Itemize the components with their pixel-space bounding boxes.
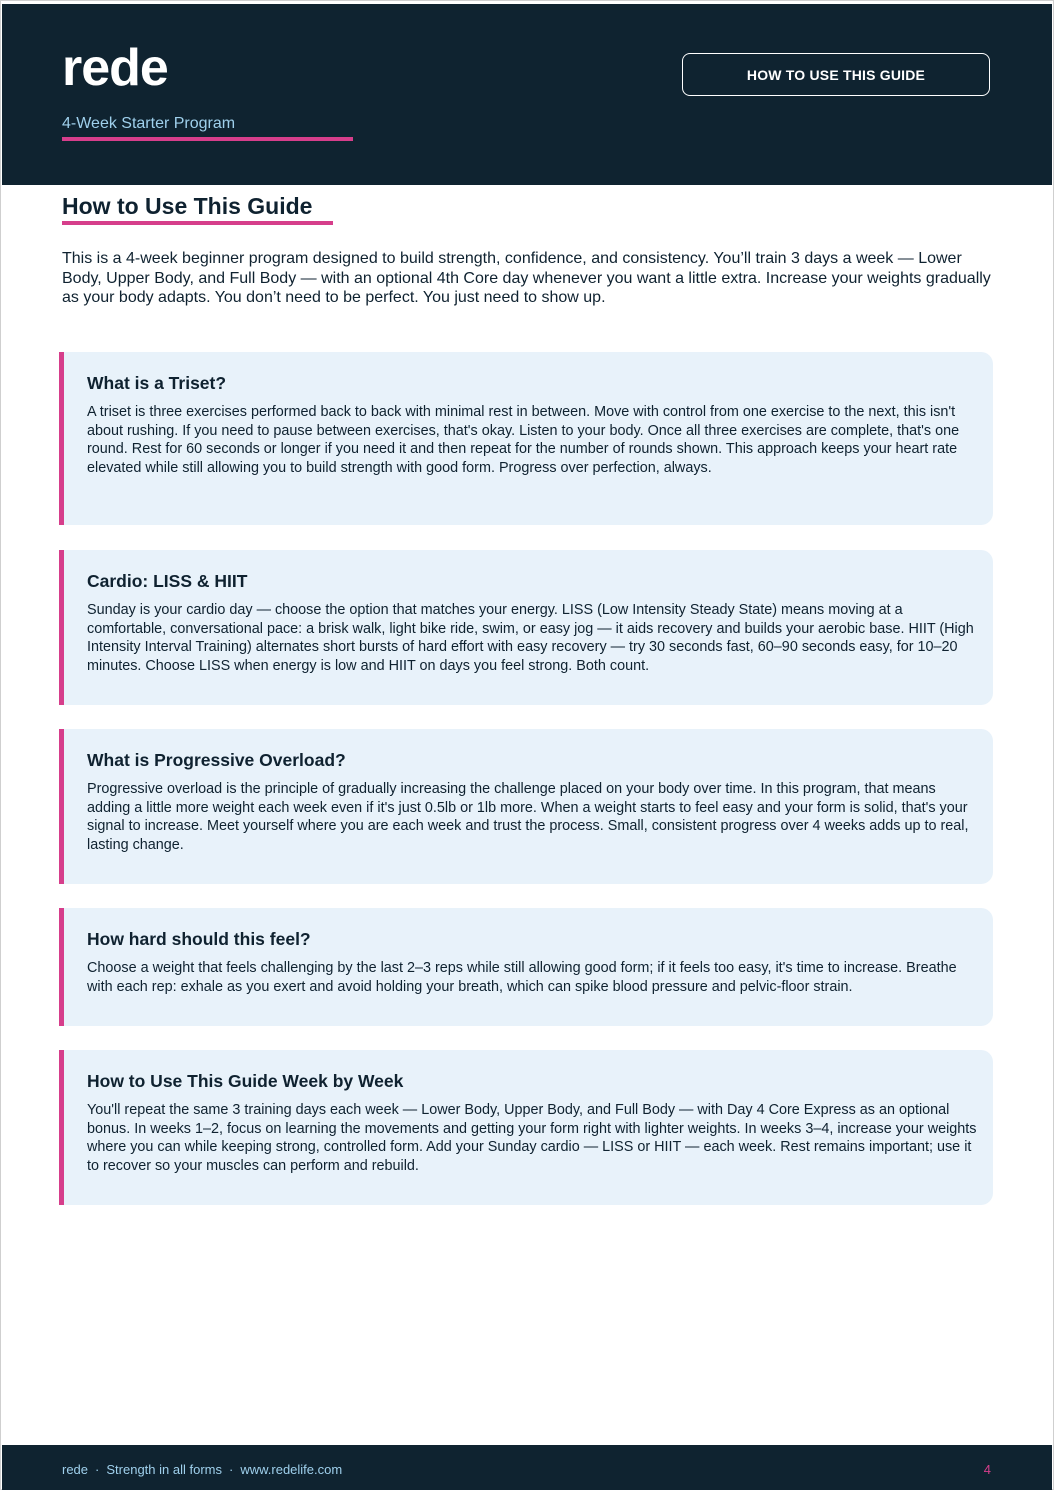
card-body: A triset is three exercises performed back to back with minimal rest in between. Move with control from one exercise to the next, this isn't about rushing. If you need to pause between exercises, that's okay. Listen to your body. Once all three exercises are complete, that's one round. Rest for 60 seconds or longer if you need it and then repeat for the number of rounds shown. This approach keeps your heart rate elevated while still allowing you to build strength with good form. Progress over perfection, always. [87, 404, 960, 477]
how-to-use-guide-button[interactable]: HOW TO USE THIS GUIDE [682, 53, 990, 96]
program-subtitle: 4-Week Starter Program [62, 115, 236, 132]
card-cardio [59, 550, 993, 705]
card-title: How hard should this feel? [87, 929, 311, 949]
footer-separator: · [228, 1462, 234, 1477]
card-accent-bar [59, 352, 64, 525]
page-title: How to Use This Guide [62, 193, 313, 219]
title-underline [62, 221, 333, 225]
card-body: Choose a weight that feels challenging by the last 2–3 reps while still allowing good form; if it feels too easy, it's time to increase. Breathe with each rep: exhale as you exert and avoid holding your breath, which can spike blood pressure and pelvic-floor strain. [87, 960, 957, 995]
card-triset [59, 352, 993, 525]
footer-website-link[interactable]: www.redelife.com [240, 1462, 343, 1477]
card-accent-bar [59, 729, 64, 884]
card-accent-bar [59, 550, 64, 705]
card-body: Sunday is your cardio day — choose the option that matches your energy. LISS (Low Intensity Steady State) means moving at a comfortable, conversational pace: a brisk walk, light bike ride, swim, or easy jog — it aids recovery and builds your aerobic base. HIIT (High Intensity Interval Training) alternates short bursts of hard effort with easy recovery — try 30 seconds fast, 60–90 seconds easy, for 10–20 minutes. Choose LISS when energy is low and HIIT on days you feel strong. Both count. [87, 602, 974, 675]
footer-separator: · [95, 1462, 100, 1477]
card-week-by-week [59, 1050, 993, 1205]
card-body: Progressive overload is the principle of gradually increasing the challenge placed on your body over time. In this program, that means adding a little more weight each week even if it's just 0.5lb or 1lb more. When a weight starts to feel easy and your form is solid, that's your signal to increase. Meet yourself where you are each week and trust the process. Small, consistent progress over 4 weeks adds up to real, lasting change. [87, 781, 969, 854]
card-accent-bar [59, 908, 64, 1026]
intro-paragraph: This is a 4-week beginner program designed to build strength, confidence, and consistency. You’ll train 3 days a week — Lower Body, Upper Body, and Full Body — with an optional 4th Core day whenever you want a little extra. Increase your weights gradually as your body adapts. You don’t need to be perfect. You just need to show up. [62, 250, 991, 306]
footer-brand: rede [62, 1462, 89, 1477]
page-footer [2, 1445, 1052, 1490]
card-effort-level [59, 908, 993, 1026]
card-body: You'll repeat the same 3 training days each week — Lower Body, Upper Body, and Full Body — with Day 4 Core Express as an optional bonus. In weeks 1–2, focus on learning the movements and getting your form right with lighter weights. In weeks 3–4, increase your weights where you can while keeping strong, controlled form. Add your Sunday cardio — LISS or HIIT — each week. Rest remains important; use it to recover so your muscles can perform and rebuild. [87, 1102, 977, 1175]
footer-tagline: Strength in all forms [106, 1462, 222, 1477]
card-title: What is a Triset? [87, 373, 227, 393]
card-title: How to Use This Guide Week by Week [87, 1071, 404, 1091]
card-title: Cardio: LISS & HIIT [87, 571, 248, 591]
page-header [2, 4, 1052, 185]
subtitle-underline [62, 137, 353, 141]
card-progressive-overload [59, 729, 993, 884]
card-title: What is Progressive Overload? [87, 750, 346, 770]
brand-logo: rede [62, 39, 168, 97]
footer-info [62, 1462, 342, 1478]
card-accent-bar [59, 1050, 64, 1205]
page-number: 4 [983, 1462, 991, 1477]
